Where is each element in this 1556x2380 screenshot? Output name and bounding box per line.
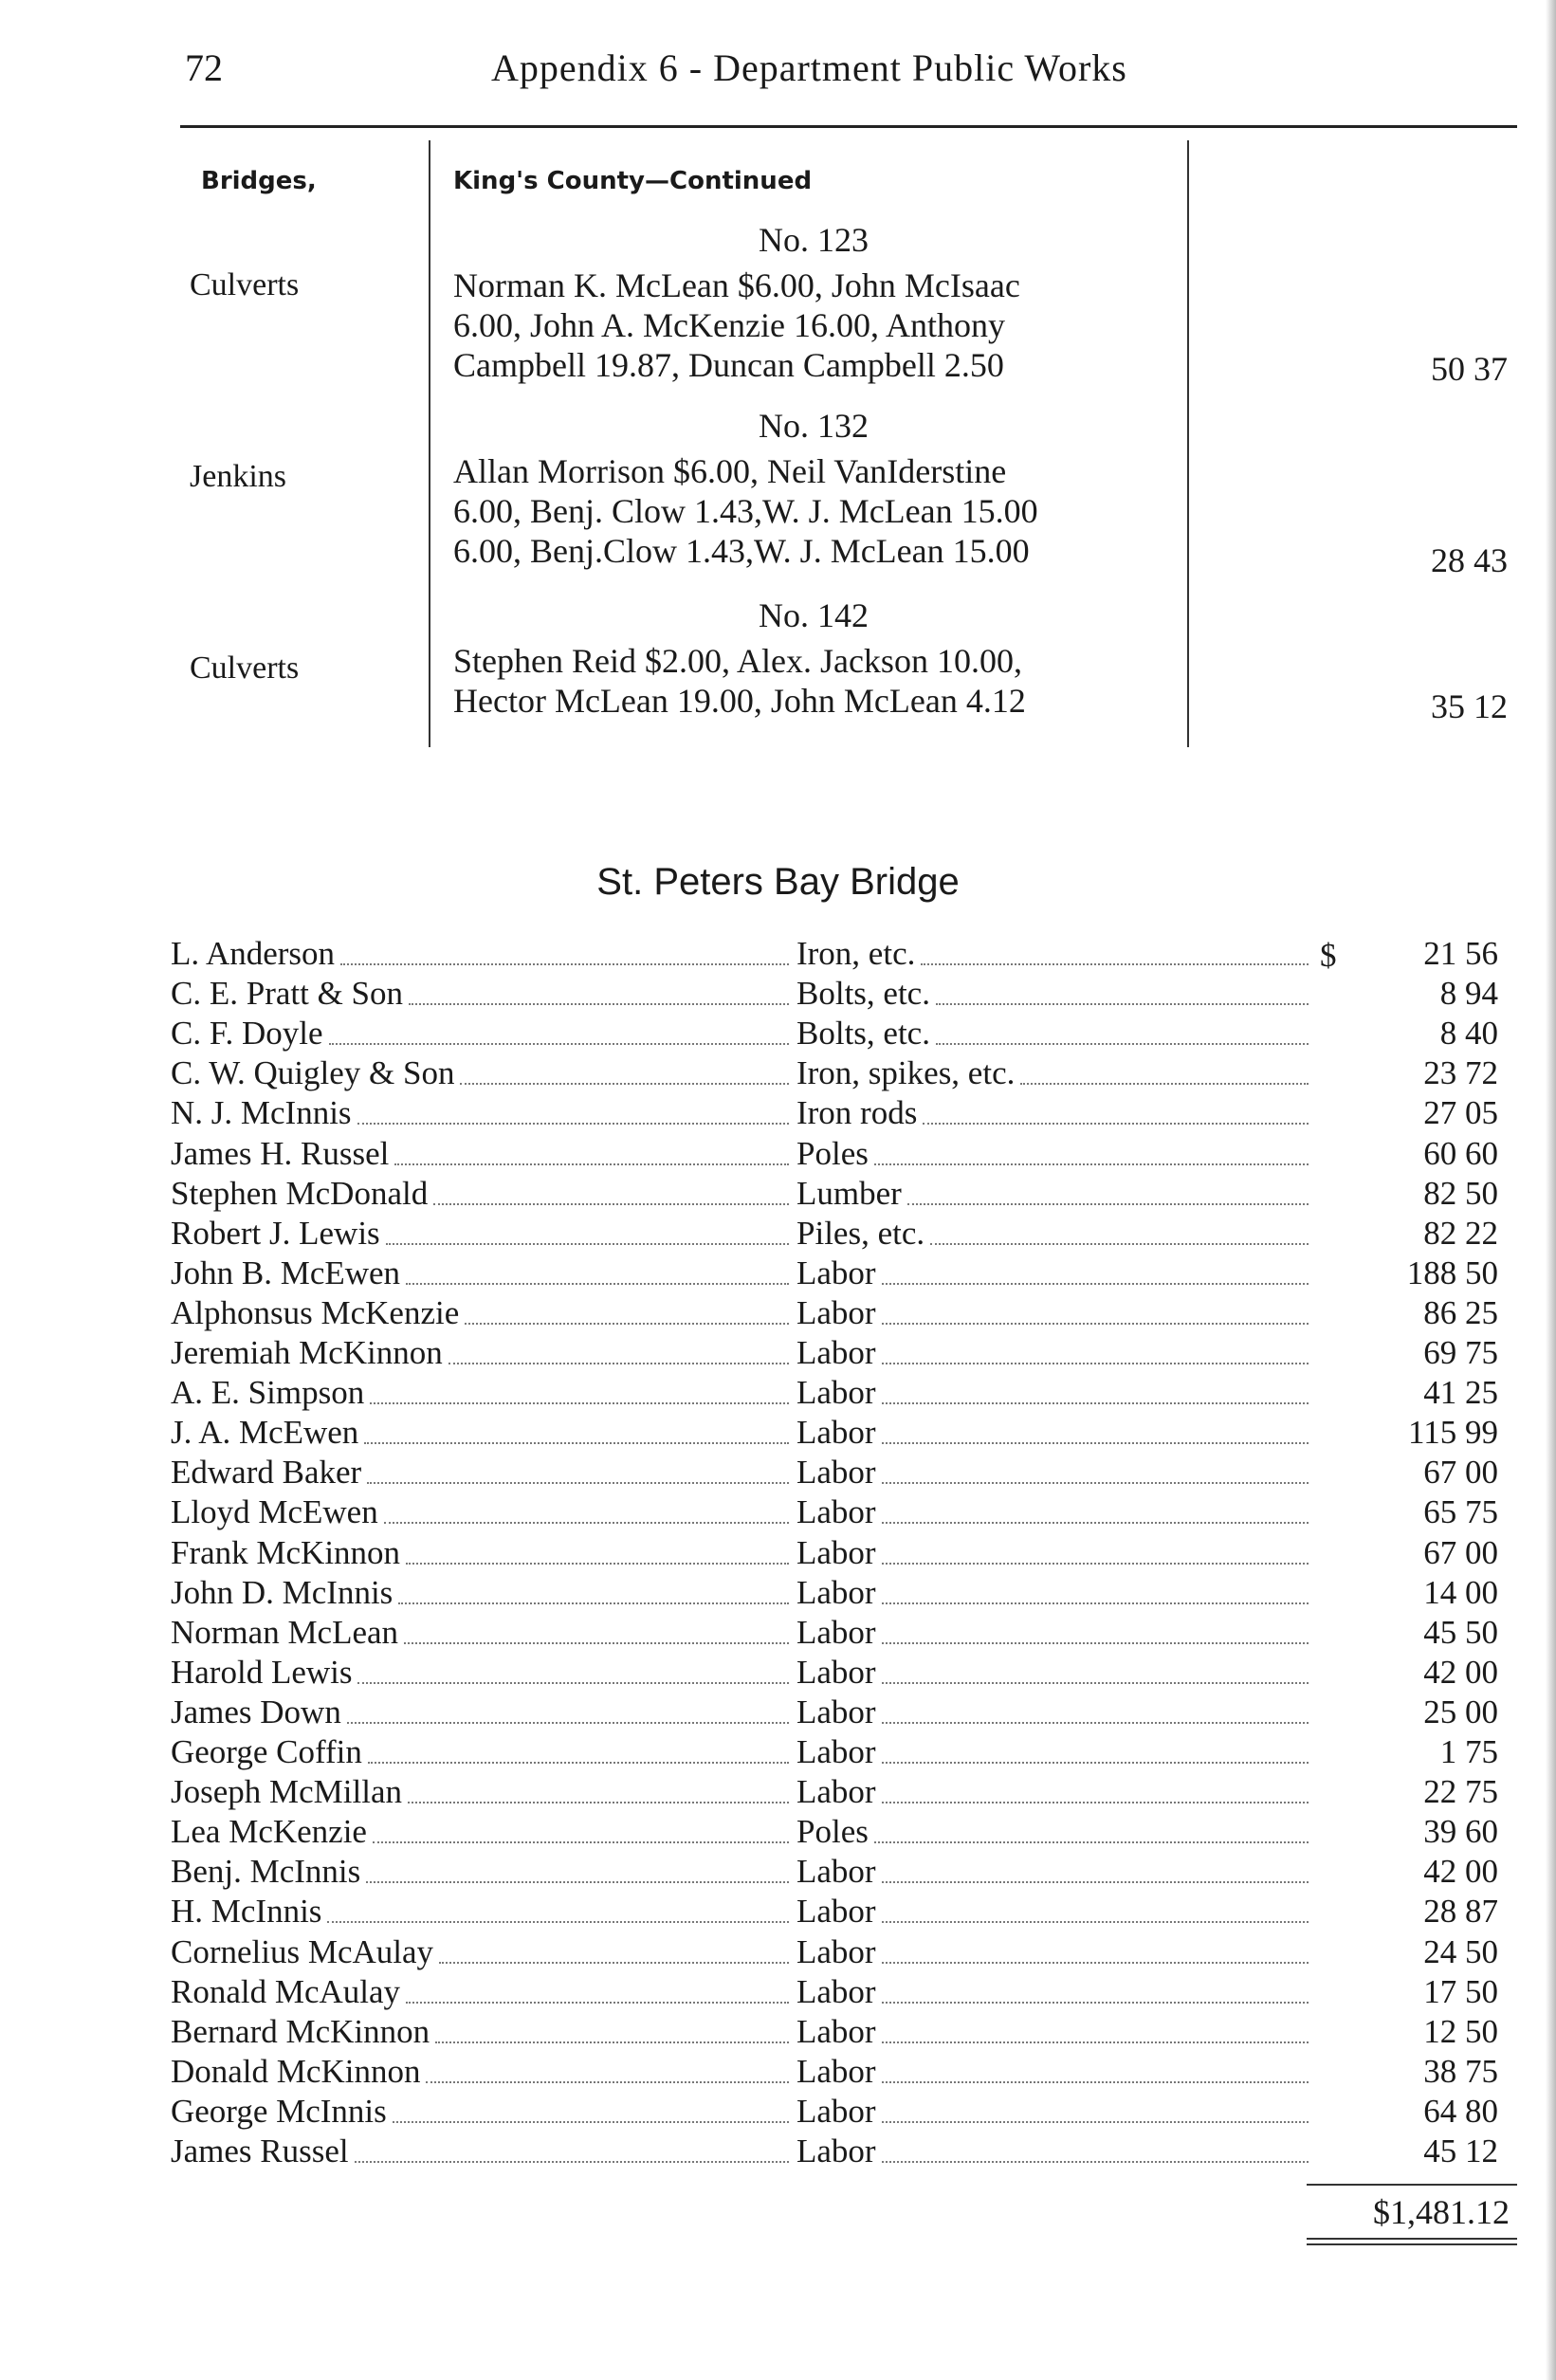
leader-dots [882, 1522, 1309, 1524]
ledger-payee: C. W. Quigley & Son [171, 1054, 455, 1092]
ledger-payee: George McInnis [171, 2092, 387, 2130]
leader-dots [882, 2161, 1309, 2163]
ledger-amount: 115 99 [1408, 1414, 1498, 1452]
leader-dots [327, 1921, 789, 1923]
leader-dots [367, 1482, 789, 1484]
page-edge-shadow [1546, 0, 1556, 2380]
ledger-item: Labor [796, 2052, 876, 2090]
entry-number: No. 142 [759, 596, 869, 634]
ledger-item: Labor [796, 1853, 876, 1891]
entry-line: 6.00, John A. McKenzie 16.00, Anthony [453, 306, 1005, 344]
ledger-payee: Norman McLean [171, 1613, 399, 1651]
leader-dots [329, 1043, 789, 1045]
ledger-row [171, 1493, 1508, 1531]
ledger-amount: 188 50 [1406, 1254, 1498, 1291]
ledger-amount: 24 50 [1423, 1932, 1498, 1970]
ledger-item: Labor [796, 1454, 876, 1492]
ledger-payee: Bernard McKinnon [171, 2012, 430, 2050]
ledger-payee: James H. Russel [171, 1134, 390, 1172]
ledger-row [171, 935, 1508, 973]
ledger-amount: 39 60 [1423, 1813, 1498, 1851]
ledger-row [171, 1693, 1508, 1731]
ledger-payee: C. F. Doyle [171, 1015, 323, 1053]
ledger-row [171, 2013, 1508, 2051]
leader-dots [936, 1003, 1309, 1005]
leader-dots [882, 1323, 1309, 1325]
entry-line: Stephen Reid $2.00, Alex. Jackson 10.00, [453, 642, 1022, 680]
ledger-item: Labor [796, 2092, 876, 2130]
leader-dots [882, 1283, 1309, 1285]
leader-dots [366, 1881, 789, 1883]
ledger-item: Bolts, etc. [796, 1015, 930, 1053]
leader-dots [370, 1402, 789, 1404]
ledger-payee: James Down [171, 1693, 341, 1730]
leader-dots [340, 963, 789, 965]
leader-dots [448, 1363, 789, 1364]
ledger-row [171, 1414, 1508, 1452]
ledger-item: Labor [796, 1414, 876, 1452]
leader-dots [394, 1163, 789, 1165]
leader-dots [882, 1642, 1309, 1644]
ledger-amount: 1 75 [1439, 1733, 1498, 1770]
total-double-underline [1307, 2238, 1517, 2245]
ledger-row [171, 1893, 1508, 1931]
leader-dots [373, 1841, 789, 1843]
ledger-item: Labor [796, 1972, 876, 2010]
ledger-item: Iron, spikes, etc. [796, 1054, 1016, 1092]
ledger-payee: Cornelius McAulay [171, 1932, 434, 1970]
ledger-item: Labor [796, 2012, 876, 2050]
leader-dots [357, 1123, 789, 1125]
ledger-payee: C. E. Pratt & Son [171, 975, 404, 1013]
ledger-item: Labor [796, 1773, 876, 1811]
ledger-amount: 69 75 [1423, 1334, 1498, 1371]
ledger-amount: 12 50 [1423, 2012, 1498, 2050]
entry-number: No. 132 [759, 407, 869, 445]
ledger-payee: Frank McKinnon [171, 1533, 401, 1571]
ledger-amount: 45 12 [1423, 2133, 1498, 2169]
ledger-row [171, 1853, 1508, 1891]
ledger-row [171, 2133, 1508, 2170]
ledger-amount: 64 80 [1423, 2092, 1498, 2130]
ledger-item: Iron rods [796, 1094, 918, 1132]
leader-dots [882, 2002, 1309, 2004]
leader-dots [882, 1563, 1309, 1565]
ledger-payee: Harold Lewis [171, 1653, 353, 1691]
ledger-amount: 23 72 [1423, 1054, 1498, 1092]
ledger-payee: George Coffin [171, 1733, 362, 1770]
leader-dots [882, 2041, 1309, 2043]
leader-dots [384, 1522, 789, 1524]
leader-dots [460, 1083, 789, 1085]
ledger-row [171, 1215, 1508, 1253]
ledger-payee: Ronald McAulay [171, 1972, 401, 2010]
page-title: Appendix 6 - Department Public Works [491, 46, 1127, 89]
entry-line: 6.00, Benj.Clow 1.43,W. J. McLean 15.00 [453, 532, 1030, 570]
ledger-amount: 17 50 [1423, 1972, 1498, 2010]
ledger-payee: A. E. Simpson [171, 1374, 365, 1412]
ledger-item: Iron, etc. [796, 935, 916, 972]
ledger-amount: 45 50 [1423, 1613, 1498, 1651]
ledger-item: Piles, etc. [796, 1214, 925, 1252]
entry-line: 6.00, Benj. Clow 1.43,W. J. McLean 15.00 [453, 492, 1038, 530]
ledger-payee: L. Anderson [171, 935, 336, 972]
ledger-row [171, 1054, 1508, 1092]
leader-dots [882, 1602, 1309, 1604]
ledger-item: Labor [796, 1733, 876, 1770]
ledger-payee: N. J. McInnis [171, 1094, 352, 1132]
currency-symbol: $ [1320, 937, 1337, 974]
ledger-item: Labor [796, 1893, 876, 1931]
leader-dots [882, 1762, 1309, 1764]
ledger-row [171, 1654, 1508, 1692]
ledger-row [171, 975, 1508, 1013]
leader-dots [409, 1003, 789, 1005]
leader-dots [364, 1442, 789, 1444]
ledger-payee: Stephen McDonald [171, 1174, 429, 1212]
ledger-row [171, 1733, 1508, 1771]
ledger-amount: 8 94 [1439, 975, 1498, 1013]
ledger-row [171, 2093, 1508, 2131]
leader-dots [882, 1722, 1309, 1724]
leader-dots [882, 1482, 1309, 1484]
ledger-amount: 42 00 [1423, 1853, 1498, 1891]
ledger-item: Labor [796, 1293, 876, 1331]
ledger-row [171, 1135, 1508, 1173]
ledger-payee: Jeremiah McKinnon [171, 1334, 443, 1371]
ledger-amount: 28 87 [1423, 1893, 1498, 1931]
leader-dots [433, 1203, 789, 1205]
leader-dots [439, 1962, 789, 1964]
ledger-payee: Benj. McInnis [171, 1853, 361, 1891]
ledger-row [171, 1973, 1508, 2011]
ledger-amount: 42 00 [1423, 1653, 1498, 1691]
ledger-payee: John D. McInnis [171, 1573, 394, 1611]
left-column-rule [429, 140, 430, 747]
sidebar-heading: Bridges, [201, 167, 317, 195]
ledger-amount: 60 60 [1423, 1134, 1498, 1172]
leader-dots [874, 1163, 1309, 1165]
ledger-payee: Lloyd McEwen [171, 1493, 378, 1531]
entry-line: Norman K. McLean $6.00, John McIsaac [453, 266, 1020, 304]
ledger-item: Poles [796, 1134, 869, 1172]
ledger-amount: 41 25 [1423, 1374, 1498, 1412]
leader-dots [882, 1881, 1309, 1883]
leader-dots [404, 1642, 789, 1644]
ledger-row [171, 2053, 1508, 2091]
leader-dots [907, 1203, 1309, 1205]
ledger-amount: 25 00 [1423, 1693, 1498, 1730]
entry-line: Hector McLean 19.00, John McLean 4.12 [453, 682, 1026, 720]
leader-dots [882, 2081, 1309, 2083]
ledger-item: Bolts, etc. [796, 975, 930, 1013]
ledger-amount: 86 25 [1423, 1293, 1498, 1331]
ledger-payee: Joseph McMillan [171, 1773, 403, 1811]
ledger-payee: Robert J. Lewis [171, 1214, 380, 1252]
header-rule [180, 125, 1517, 128]
ledger-amount: 38 75 [1423, 2052, 1498, 2090]
ledger-amount: 8 40 [1439, 1015, 1498, 1053]
ledger-amount: 27 05 [1423, 1094, 1498, 1132]
ledger-item: Poles [796, 1813, 869, 1851]
leader-dots [393, 2121, 789, 2123]
ledger-payee: Edward Baker [171, 1454, 362, 1492]
leader-dots [406, 2002, 789, 2004]
ledger-row [171, 1254, 1508, 1292]
ledger-row [171, 1175, 1508, 1213]
ledger-item: Labor [796, 1493, 876, 1531]
leader-dots [357, 1682, 789, 1684]
leader-dots [882, 1921, 1309, 1923]
ledger-row [171, 1294, 1508, 1332]
ledger-payee: Donald McKinnon [171, 2052, 421, 2090]
leader-dots [882, 1962, 1309, 1964]
page-number: 72 [185, 46, 223, 89]
ledger-amount: 82 22 [1423, 1214, 1498, 1252]
leader-dots [882, 1802, 1309, 1803]
ledger-amount: 67 00 [1423, 1454, 1498, 1492]
ledger-item: Labor [796, 1254, 876, 1291]
leader-dots [930, 1243, 1309, 1245]
leader-dots [882, 1682, 1309, 1684]
bridge-total: $1,481.12 [1373, 2193, 1510, 2231]
leader-dots [882, 1442, 1309, 1444]
ledger-row [171, 1334, 1508, 1372]
ledger-item: Labor [796, 1693, 876, 1730]
ledger-payee: Lea McKenzie [171, 1813, 367, 1851]
leader-dots [874, 1841, 1309, 1843]
entry-line: Allan Morrison $6.00, Neil VanIderstine [453, 452, 1007, 490]
entry-side-label: Jenkins [190, 459, 286, 494]
leader-dots [921, 963, 1309, 965]
bridge-title: St. Peters Bay Bridge [596, 861, 960, 903]
section-heading: King's County—Continued [453, 167, 813, 195]
ledger-row [171, 1813, 1508, 1851]
ledger-item: Labor [796, 1613, 876, 1651]
total-rule [1307, 2184, 1517, 2186]
ledger-item: Labor [796, 1533, 876, 1571]
ledger-item: Labor [796, 2133, 876, 2169]
ledger-item: Labor [796, 1653, 876, 1691]
leader-dots [386, 1243, 789, 1245]
ledger-payee: James Russel [171, 2133, 349, 2169]
entry-side-label: Culverts [190, 650, 300, 686]
ledger-payee: H. McInnis [171, 1893, 322, 1931]
ledger-item: Lumber [796, 1174, 902, 1212]
leader-dots [355, 2161, 789, 2163]
ledger-item: Labor [796, 1573, 876, 1611]
leader-dots [936, 1043, 1309, 1045]
leader-dots [406, 1283, 789, 1285]
ledger-row [171, 1015, 1508, 1053]
leader-dots [347, 1722, 789, 1724]
ledger-row [171, 1094, 1508, 1132]
ledger-row [171, 1614, 1508, 1652]
entry-line: Campbell 19.87, Duncan Campbell 2.50 [453, 346, 1004, 384]
leader-dots [882, 1363, 1309, 1364]
ledger-amount: 65 75 [1423, 1493, 1498, 1531]
ledger-amount: 67 00 [1423, 1533, 1498, 1571]
ledger-payee: Alphonsus McKenzie [171, 1293, 460, 1331]
ledger-item: Labor [796, 1334, 876, 1371]
ledger-row [171, 1534, 1508, 1572]
leader-dots [406, 1563, 789, 1565]
leader-dots [1020, 1083, 1309, 1085]
ledger-amount: 82 50 [1423, 1174, 1498, 1212]
ledger-row [171, 1933, 1508, 1971]
leader-dots [426, 2081, 789, 2083]
ledger-row [171, 1454, 1508, 1492]
ledger-amount: 22 75 [1423, 1773, 1498, 1811]
ledger-amount: 21 56 [1423, 935, 1498, 972]
ledger-payee: John B. McEwen [171, 1254, 401, 1291]
leader-dots [435, 2041, 789, 2043]
entry-amount: 50 37 [1431, 350, 1508, 388]
ledger-payee: J. A. McEwen [171, 1414, 359, 1452]
ledger-item: Labor [796, 1374, 876, 1412]
ledger-row [171, 1374, 1508, 1412]
leader-dots [408, 1802, 789, 1803]
leader-dots [923, 1123, 1309, 1125]
leader-dots [398, 1602, 789, 1604]
leader-dots [368, 1762, 789, 1764]
entry-amount: 35 12 [1431, 687, 1508, 725]
leader-dots [882, 2121, 1309, 2123]
ledger-amount: 14 00 [1423, 1573, 1498, 1611]
entry-amount: 28 43 [1431, 541, 1508, 579]
leader-dots [465, 1323, 789, 1325]
ledger-row [171, 1574, 1508, 1612]
ledger-row [171, 1773, 1508, 1811]
leader-dots [882, 1402, 1309, 1404]
ledger-item: Labor [796, 1932, 876, 1970]
entry-number: No. 123 [759, 221, 869, 259]
right-column-rule [1187, 140, 1189, 747]
entry-side-label: Culverts [190, 267, 300, 302]
